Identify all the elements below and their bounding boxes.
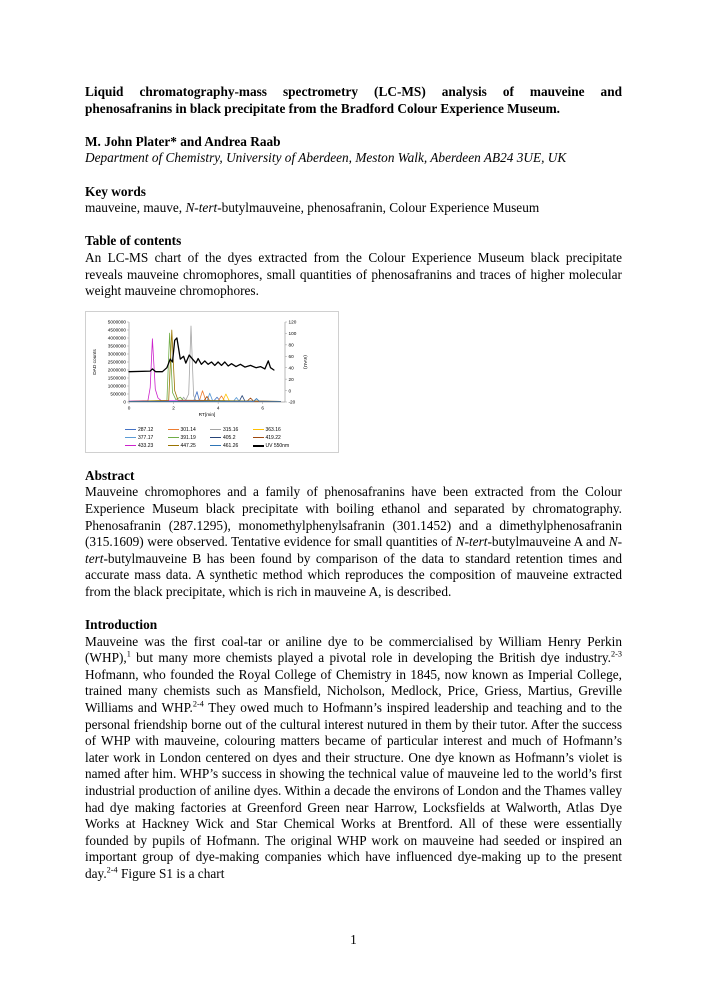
- svg-text:6: 6: [261, 405, 265, 411]
- legend-item: [125, 427, 166, 433]
- legend-swatch: [253, 429, 264, 430]
- legend-item: [168, 427, 209, 433]
- legend-item: [210, 435, 251, 441]
- legend-item: [168, 443, 209, 449]
- legend-swatch: [210, 445, 221, 446]
- legend-item: [125, 435, 166, 441]
- legend-swatch: [253, 445, 264, 447]
- legend-label: 447.25: [180, 442, 196, 449]
- legend-item: [253, 427, 294, 433]
- svg-text:4000000: 4000000: [107, 335, 126, 341]
- svg-text:5000000: 5000000: [107, 319, 126, 325]
- legend-swatch: [125, 437, 136, 438]
- abstract-text: Mauveine chromophores and a family of phenosafranins have been extracted from the Colour Experience Museum black precipitate with boiling ethanol and separated by chromatography. Phenosafranin (287.1295), monomethylphenylsafranin (301.1452) and a dimethylphenosafranin (315.1609) were observed. Tentative evidence for small quantities of N-tert-butylmauveine A and N-tert-butylmauveine B has been found by comparison of the data to standard retention times and accurate mass data. A synthetic method which reproduces the composition of mauveine extracted from the black precipitate, which is rich in mauveine A, is described.: [85, 484, 622, 599]
- svg-text:60: 60: [288, 353, 294, 359]
- legend-label: 377.17: [138, 434, 154, 441]
- legend-label: 419.22: [265, 434, 281, 441]
- svg-text:500000: 500000: [110, 391, 126, 397]
- legend-swatch: [210, 429, 221, 430]
- legend-swatch: [125, 429, 136, 430]
- svg-text:120: 120: [288, 319, 297, 325]
- svg-text:80: 80: [288, 342, 294, 348]
- legend-label: 405.2: [223, 434, 236, 441]
- spacer: [85, 600, 622, 617]
- legend-item: [210, 443, 251, 449]
- svg-text:3500000: 3500000: [107, 343, 126, 349]
- svg-text:100: 100: [288, 330, 297, 336]
- legend-label: 301.14: [180, 426, 196, 433]
- svg-text:4: 4: [216, 405, 220, 411]
- legend-swatch: [210, 437, 221, 438]
- legend-item: [253, 435, 294, 441]
- legend-swatch: [168, 437, 179, 438]
- introduction-heading: Introduction: [85, 617, 158, 633]
- legend-swatch: [125, 445, 136, 446]
- legend-label: UV 550nm: [265, 442, 290, 449]
- spacer: [85, 167, 622, 184]
- svg-text:2000000: 2000000: [107, 367, 126, 373]
- legend-item: [125, 443, 166, 449]
- svg-text:2: 2: [172, 405, 175, 411]
- svg-text:1500000: 1500000: [107, 375, 126, 381]
- svg-text:1000000: 1000000: [107, 383, 126, 389]
- legend-label: 461.26: [223, 442, 239, 449]
- legend-swatch: [168, 445, 179, 446]
- keywords-heading: Key words: [85, 183, 146, 199]
- svg-text:DAD counts: DAD counts: [93, 348, 98, 375]
- svg-text:RT[min]: RT[min]: [198, 412, 216, 418]
- lcms-chart-figure: [85, 311, 339, 453]
- svg-text:20: 20: [288, 376, 294, 382]
- legend-label: 391.19: [180, 434, 196, 441]
- svg-text:0: 0: [288, 388, 292, 394]
- affiliation: Department of Chemistry, University of Aberdeen, Meston Walk, Aberdeen AB24 3UE, UK: [85, 150, 567, 166]
- legend-label: 433.23: [138, 442, 154, 449]
- abstract-heading: Abstract: [85, 467, 135, 483]
- page-content: [85, 84, 622, 883]
- svg-text:4500000: 4500000: [107, 327, 126, 333]
- svg-text:3000000: 3000000: [107, 351, 126, 357]
- legend-label: 287.12: [138, 426, 154, 433]
- svg-text:-20: -20: [288, 399, 296, 405]
- spacer: [85, 117, 622, 134]
- legend-label: 363.16: [265, 426, 281, 433]
- keywords-text: mauveine, mauve, N-tert-butylmauveine, phenosafranin, Colour Experience Museum: [85, 200, 540, 216]
- chromatogram-plot: [89, 316, 329, 420]
- svg-text:2500000: 2500000: [107, 359, 126, 365]
- spacer: [85, 217, 622, 234]
- introduction-text: Mauveine was the first coal-tar or aniline dye to be commercialised by William Henry Perkin (WHP),$^1$ but many more chemists played a pivotal role in developing the British dye industry.$^{2-3}$ Hofmann, who founded the Royal College of Chemistry in 1845, now known as Imperial College, trained many chemists such as Mansfield, Nicholson, Medlock, Price, Griess, Martius, Greville Williams and WHP.$^{2-4}$ They owed much to Hofmann’s inspired leadership and teaching and to the personal friendship borne out of the cultural interest nutured in them by their tutor. After the success of WHP with mauveine, colouring matters became of particular interest and much of Hofmann’s later work in London centered on dyes and their structure. One dye known as Hofmann’s violet is named after him. WHP’s success in showing the technical value of mauveine led to the world’s first industrial production of aniline dyes. Within a decade the environs of London and the Thames valley had dye making factories at Greenford Green near Harrow, Locksfields at Walworth, Atlas Dye Works at Hackney Wick and Star Chemical Works at Brentford. All of these were essentially founded by pupils of Hofmann. The original WHP work on mauveine had seeded or inspired an important group of dye-making companies which have influenced dye-making up to the present day.$^{2-4}$ Figure S1 is a chart: [85, 633, 622, 881]
- paper-title: Liquid chromatography-mass spectrometry (LC-MS) analysis of mauveine and phenosafranins in black precipitate from the Bradford Colour Experience Museum.: [85, 84, 622, 116]
- authors: M. John Plater* and Andrea Raab: [85, 133, 281, 149]
- svg-text:0: 0: [127, 405, 131, 411]
- toc-heading: Table of contents: [85, 233, 182, 249]
- svg-text:40: 40: [288, 365, 294, 371]
- legend-item: [253, 443, 294, 449]
- legend-swatch: [168, 429, 179, 430]
- legend-item: [168, 435, 209, 441]
- svg-text:0: 0: [123, 399, 126, 405]
- page-number: 1: [350, 932, 357, 947]
- legend-item: [210, 427, 251, 433]
- chart-legend: [125, 427, 293, 449]
- legend-label: 315.16: [223, 426, 239, 433]
- toc-text: An LC-MS chart of the dyes extracted from the Colour Experience Museum black precipitate reveals mauveine chromophores, small quantities of phenosafranins and traces of higher molecular weight mauveine chromophores.: [85, 249, 622, 299]
- svg-text:(mAU): (mAU): [302, 354, 307, 369]
- legend-swatch: [253, 437, 264, 438]
